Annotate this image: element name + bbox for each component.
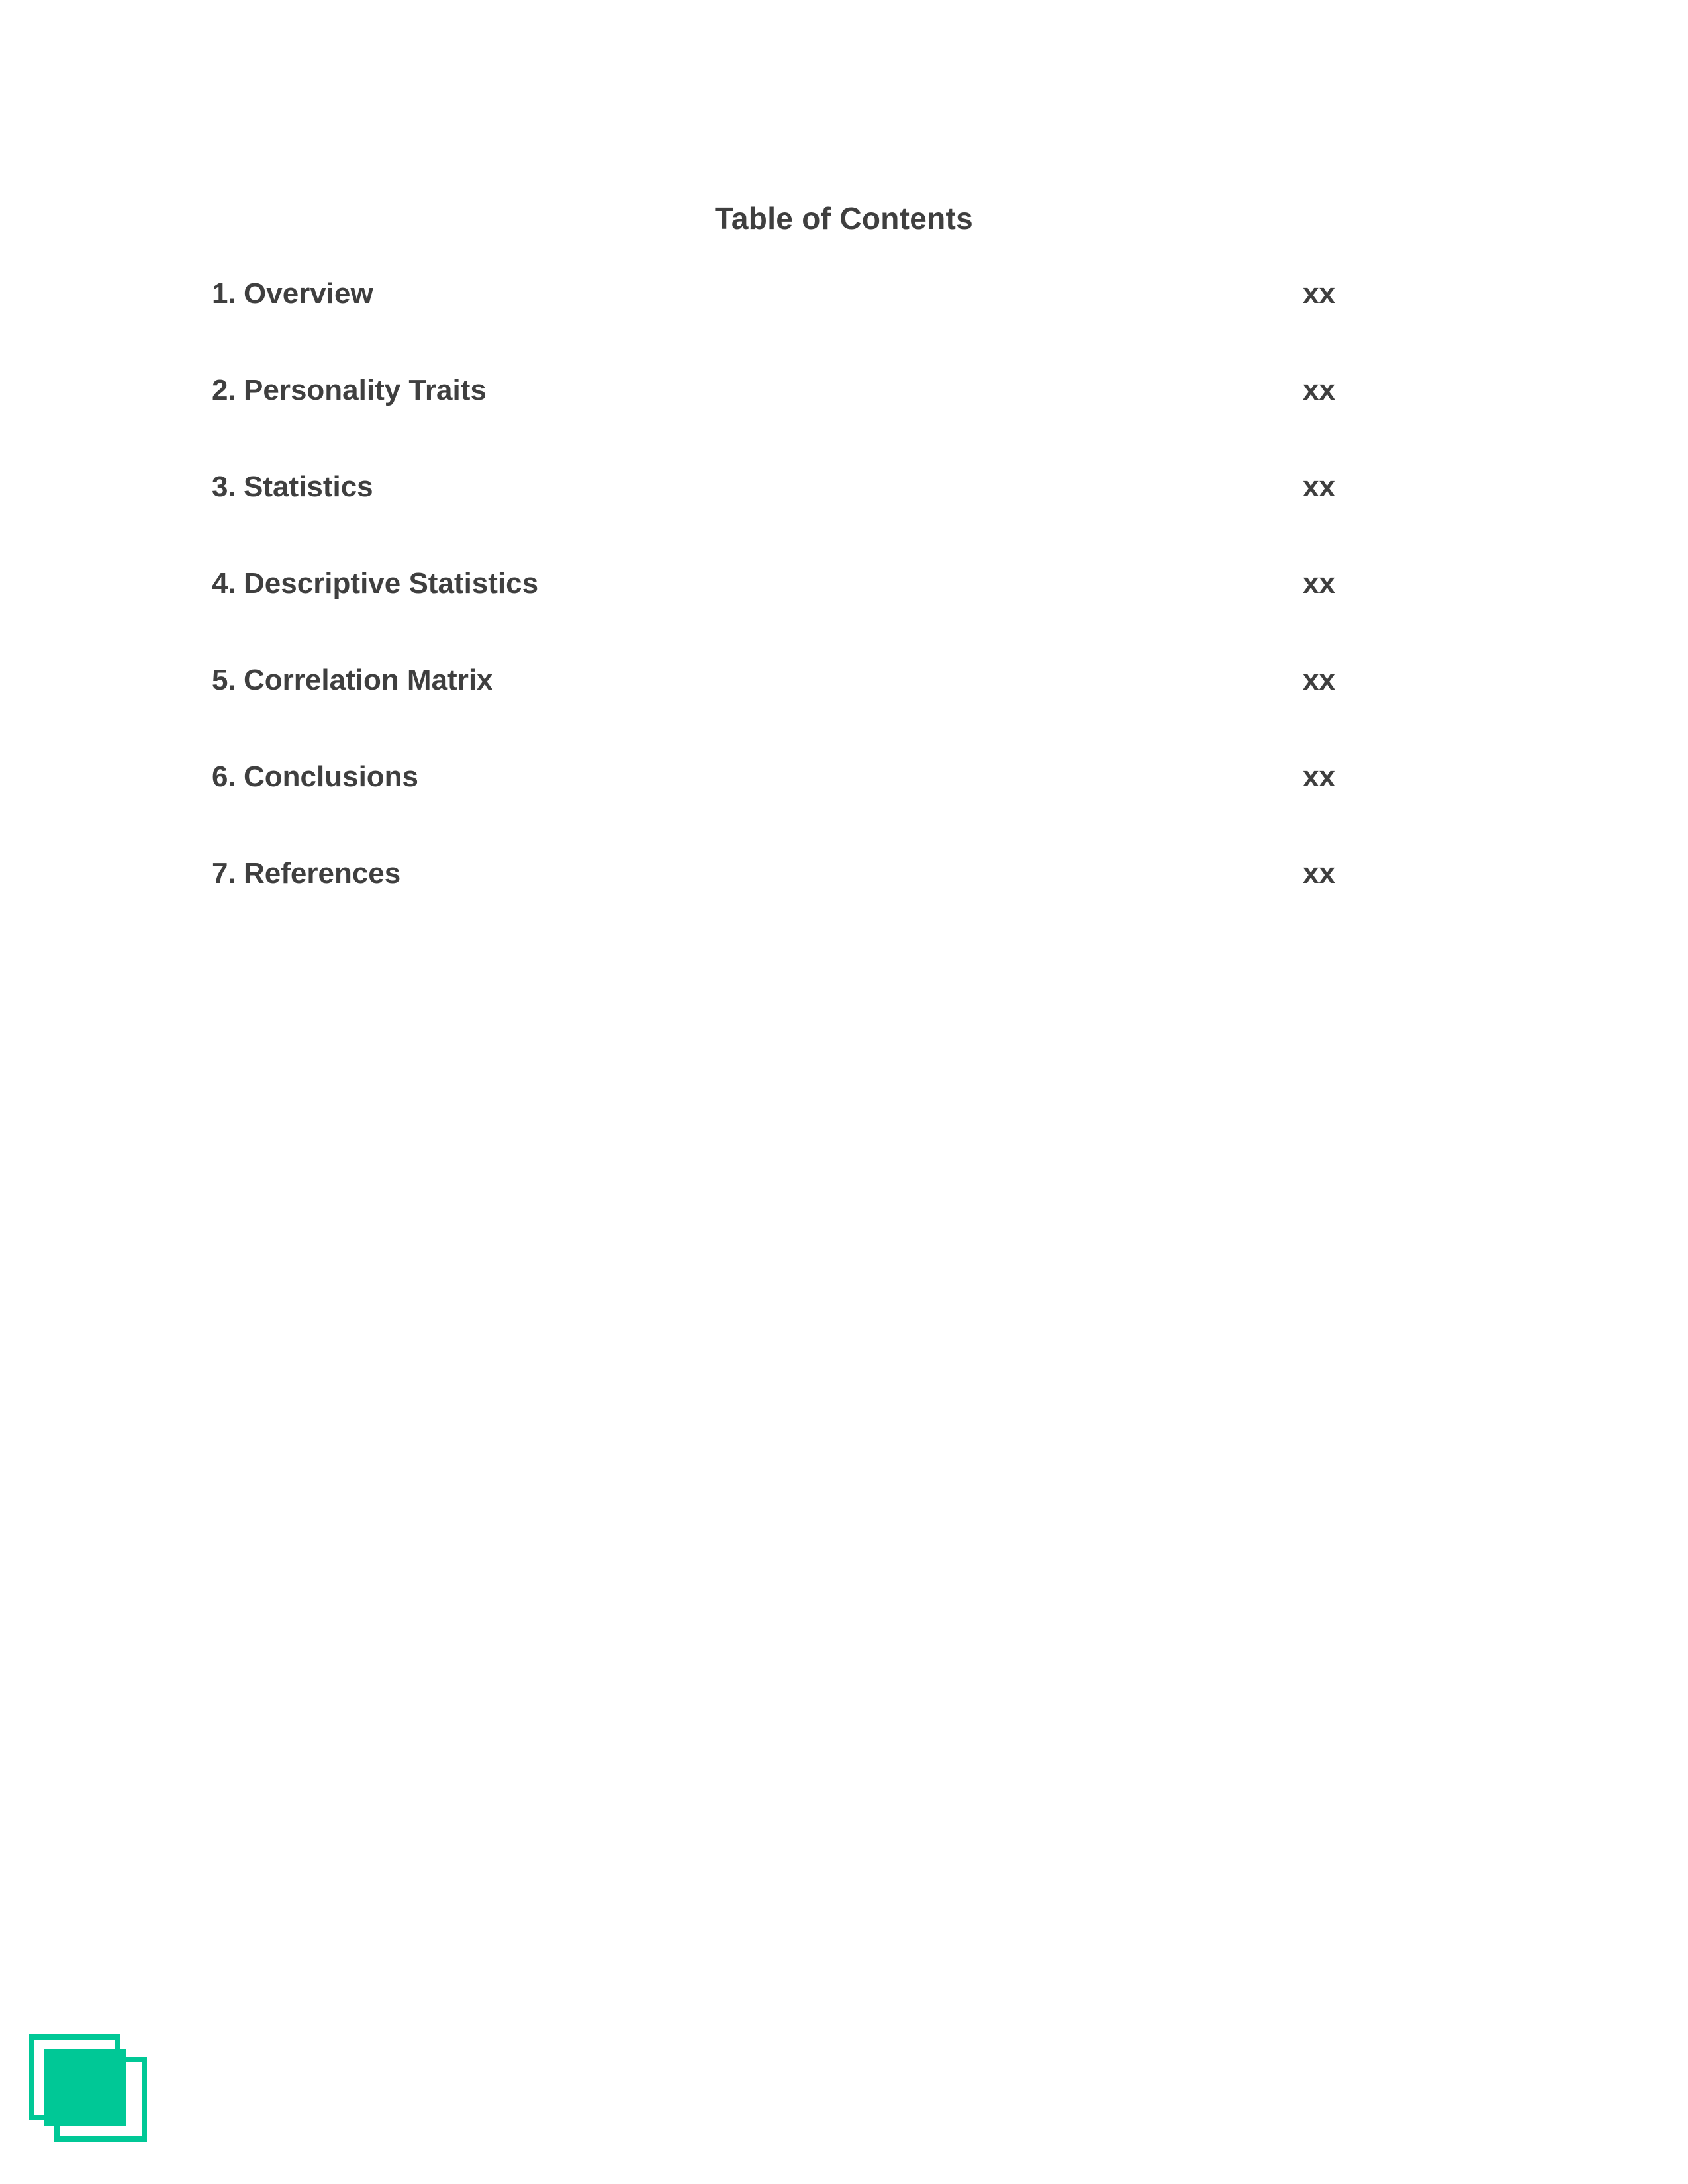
toc-entry-number: 7. xyxy=(212,857,236,889)
toc-entry-number: 3. xyxy=(212,471,236,503)
toc-entry-number: 5. xyxy=(212,664,236,696)
toc-entry-label: Descriptive Statistics xyxy=(244,567,539,600)
toc-entry-page: xx xyxy=(1303,471,1335,503)
overlapping-squares-logo-icon xyxy=(29,2034,148,2143)
toc-entry-conclusions[interactable] xyxy=(212,756,1337,852)
toc-entry-label: Statistics xyxy=(244,471,373,503)
toc-entry-label: References xyxy=(244,857,401,889)
toc-entry-page: xx xyxy=(1303,567,1335,600)
toc-entry-label: Personality Traits xyxy=(244,374,487,406)
toc-entry-number: 4. xyxy=(212,567,236,600)
toc-entry-number: 2. xyxy=(212,374,236,406)
toc-entry-number: 1. xyxy=(212,277,236,310)
toc-entry-page: xx xyxy=(1303,760,1335,793)
toc-entry-correlation-matrix[interactable] xyxy=(212,659,1337,756)
toc-entry-page: xx xyxy=(1303,664,1335,696)
toc-title: Table of Contents xyxy=(714,201,974,236)
toc-entry-overview[interactable] xyxy=(212,273,1337,369)
toc-entry-personality-traits[interactable] xyxy=(212,369,1337,466)
toc-entry-page: xx xyxy=(1303,277,1335,310)
toc-entry-label: Overview xyxy=(244,277,373,310)
toc-entry-references[interactable] xyxy=(212,852,1337,949)
toc-list xyxy=(212,273,1337,949)
toc-entry-statistics[interactable] xyxy=(212,466,1337,563)
toc-entry-number: 6. xyxy=(212,760,236,793)
toc-entry-descriptive-statistics[interactable] xyxy=(212,563,1337,659)
toc-entry-page: xx xyxy=(1303,374,1335,406)
toc-entry-label: Correlation Matrix xyxy=(244,664,493,696)
toc-entry-page: xx xyxy=(1303,857,1335,889)
toc-entry-label: Conclusions xyxy=(244,760,419,793)
